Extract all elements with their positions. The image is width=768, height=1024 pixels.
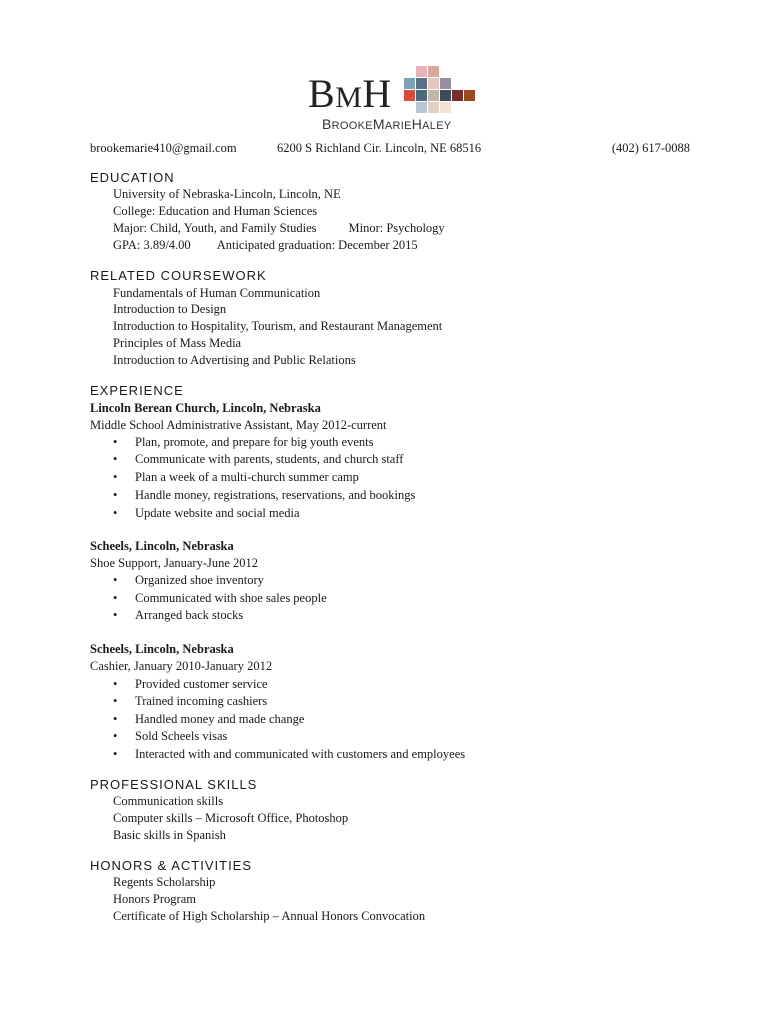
logo-square bbox=[428, 102, 439, 113]
bullet-marker: • bbox=[113, 591, 118, 605]
honor-item: Certificate of High Scholarship – Annual Honors Convocation bbox=[113, 909, 426, 923]
education-heading: EDUCATION bbox=[90, 170, 175, 185]
bullet-marker: • bbox=[113, 506, 118, 520]
course-item: Introduction to Hospitality, Tourism, and Restaurant Management bbox=[113, 319, 443, 333]
name-initial-h: H bbox=[411, 116, 423, 132]
bullet-marker: • bbox=[113, 573, 118, 587]
job-role: Shoe Support, January-June 2012 bbox=[90, 556, 259, 570]
job-bullet: Handle money, registrations, reservations, and bookings bbox=[135, 488, 416, 502]
logo-square bbox=[404, 90, 415, 101]
logo bbox=[308, 66, 488, 136]
job-bullet: Communicated with shoe sales people bbox=[135, 591, 327, 605]
job-bullet: Update website and social media bbox=[135, 506, 300, 520]
job-bullet: Interacted with and communicated with customers and employees bbox=[135, 747, 466, 761]
logo-square bbox=[416, 66, 427, 77]
job-role: Middle School Administrative Assistant, May 2012-current bbox=[90, 418, 387, 432]
education-graduation: Anticipated graduation: December 2015 bbox=[216, 238, 418, 252]
contact-line bbox=[90, 141, 690, 159]
honor-item: Regents Scholarship bbox=[113, 875, 216, 889]
bullet-marker: • bbox=[113, 488, 118, 502]
bullet-marker: • bbox=[113, 470, 118, 484]
education-college: College: Education and Human Sciences bbox=[113, 204, 318, 218]
course-item: Introduction to Advertising and Public Relations bbox=[113, 353, 356, 367]
bullet-marker: • bbox=[113, 452, 118, 466]
course-item: Fundamentals of Human Communication bbox=[113, 286, 321, 300]
job-bullet: Trained incoming cashiers bbox=[135, 694, 268, 708]
job-bullet: Sold Scheels visas bbox=[135, 729, 228, 743]
course-item: Principles of Mass Media bbox=[113, 336, 242, 350]
contact-address: 6200 S Richland Cir. Lincoln, NE 68516 bbox=[277, 141, 482, 155]
education-gpa-grad bbox=[113, 237, 418, 253]
skill-item: Communication skills bbox=[113, 794, 224, 808]
logo-square bbox=[416, 78, 427, 89]
honors-heading: HONORS & ACTIVITIES bbox=[90, 858, 253, 873]
logo-square bbox=[452, 90, 463, 101]
education-minor: Minor: Psychology bbox=[348, 221, 445, 235]
bullet-marker: • bbox=[113, 747, 118, 761]
job-bullet: Communicate with parents, students, and church staff bbox=[135, 452, 404, 466]
contact-phone: (402) 617-0088 bbox=[611, 141, 690, 155]
bullet-marker: • bbox=[113, 729, 118, 743]
logo-square bbox=[416, 90, 427, 101]
job-employer: Lincoln Berean Church, Lincoln, Nebraska bbox=[90, 401, 321, 415]
experience-heading: EXPERIENCE bbox=[90, 383, 184, 398]
bullet-marker: • bbox=[113, 435, 118, 449]
job-bullet: Arranged back stocks bbox=[135, 608, 244, 622]
logo-square bbox=[440, 102, 451, 113]
name-initial-b: B bbox=[322, 116, 332, 132]
logo-square bbox=[440, 78, 451, 89]
job-bullet: Organized shoe inventory bbox=[135, 573, 264, 587]
bullet-marker: • bbox=[113, 694, 118, 708]
course-item: Introduction to Design bbox=[113, 302, 227, 316]
monogram-m: M bbox=[335, 81, 363, 114]
logo-full-name bbox=[322, 116, 451, 132]
logo-square bbox=[428, 78, 439, 89]
job-bullet: Provided customer service bbox=[135, 677, 268, 691]
job-bullet: Plan, promote, and prepare for big youth events bbox=[135, 435, 374, 449]
logo-square bbox=[464, 90, 475, 101]
skill-item: Computer skills – Microsoft Office, Photoshop bbox=[113, 811, 349, 825]
education-gpa: GPA: 3.89/4.00 bbox=[113, 238, 191, 252]
monogram-h: H bbox=[362, 71, 392, 116]
bullet-marker: • bbox=[113, 677, 118, 691]
job-bullet: Handled money and made change bbox=[135, 712, 305, 726]
education-major-minor bbox=[113, 220, 445, 236]
logo-square bbox=[416, 102, 427, 113]
education-school: University of Nebraska-Lincoln, Lincoln, NE bbox=[113, 187, 341, 201]
bullet-marker: • bbox=[113, 712, 118, 726]
contact-email[interactable]: brookemarie410@gmail.com bbox=[90, 141, 237, 155]
honor-item: Honors Program bbox=[113, 892, 196, 906]
job-employer: Scheels, Lincoln, Nebraska bbox=[90, 539, 234, 553]
name-rest-aley: ALEY bbox=[422, 120, 452, 132]
logo-square bbox=[404, 78, 415, 89]
skill-item: Basic skills in Spanish bbox=[113, 828, 226, 842]
bullet-marker: • bbox=[113, 608, 118, 622]
logo-color-squares bbox=[404, 68, 476, 106]
monogram-b: B bbox=[308, 71, 336, 116]
coursework-heading: RELATED COURSEWORK bbox=[90, 268, 267, 283]
logo-square bbox=[428, 90, 439, 101]
logo-square bbox=[440, 90, 451, 101]
name-rest-arie: ARIE bbox=[384, 120, 412, 132]
job-role: Cashier, January 2010-January 2012 bbox=[90, 659, 273, 673]
logo-monogram bbox=[308, 72, 392, 120]
job-bullet: Plan a week of a multi-church summer camp bbox=[135, 470, 359, 484]
name-rest-rooke: ROOKE bbox=[331, 120, 373, 132]
name-initial-m: M bbox=[372, 116, 385, 132]
education-major: Major: Child, Youth, and Family Studies bbox=[113, 221, 317, 235]
logo-square bbox=[428, 66, 439, 77]
skills-heading: PROFESSIONAL SKILLS bbox=[90, 777, 258, 792]
job-employer: Scheels, Lincoln, Nebraska bbox=[90, 642, 234, 656]
